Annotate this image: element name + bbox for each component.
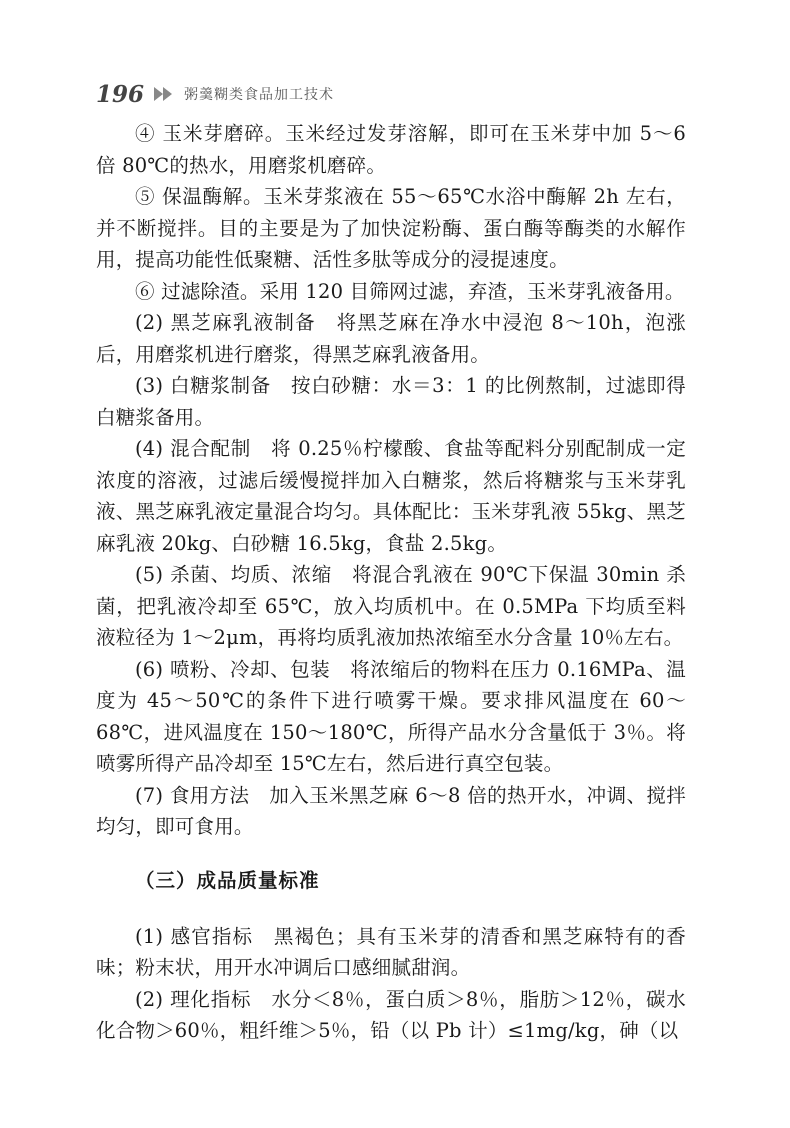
- paragraph: ④ 玉米芽磨碎。玉米经过发芽溶解，即可在玉米芽中加 5～6 倍 80℃的热水，用磨浆机磨碎。: [96, 122, 686, 177]
- paragraph: ⑤ 保温酶解。玉米芽浆液在 55～65℃水浴中酶解 2h 左右，并不断搅拌。目的主要是为了加快淀粉酶、蛋白酶等酶类的水解作用，提高功能性低聚糖、活性多肽等成分的浸提速度。: [96, 185, 686, 271]
- paragraph: (4) 混合配制 将 0.25％柠檬酸、食盐等配料分别配制成一定浓度的溶液，过滤后缓慢搅拌加入白糖浆，然后将糖浆与玉米芽乳液、黑芝麻乳液定量混合均匀。具体配比：玉米芽乳液 55kg、黑芝麻乳液 20kg、白砂糖 16.5kg，食盐 2.5kg。: [96, 437, 686, 555]
- section-heading: （三）成品质量标准: [135, 868, 320, 892]
- book-title: 粥羹糊类食品加工技术: [184, 87, 335, 103]
- paragraph: (2) 理化指标 水分＜8％，蛋白质＞8％，脂肪＞12％，碳水化合物＞60％，粗纤维＞5％，铅（以 Pb 计）≤1mg/kg，砷（以: [96, 987, 686, 1042]
- page-number: 196: [96, 80, 145, 108]
- page-body: [96, 118, 686, 1047]
- paragraph: (5) 杀菌、均质、浓缩 将混合乳液在 90℃下保温 30min 杀菌，把乳液冷却至 65℃，放入均质机中。在 0.5MPa 下均质至料液粒径为 1～2μm，再将均质乳液加热浓缩至水分含量 10％左右。: [96, 563, 686, 649]
- paragraph: (1) 感官指标 黑褐色；具有玉米芽的清香和黑芝麻特有的香味；粉末状，用开水冲调后口感细腻甜润。: [96, 924, 686, 979]
- paragraph: ⑥ 过滤除渣。采用 120 目筛网过滤，弃渣，玉米芽乳液备用。: [135, 279, 685, 303]
- paragraph: (7) 食用方法 加入玉米黑芝麻 6～8 倍的热开水，冲调、搅拌均匀，即可食用。: [96, 783, 686, 838]
- paragraph: (3) 白糖浆制备 按白砂糖：水＝3：1 的比例熬制，过滤即得白糖浆备用。: [96, 374, 686, 429]
- paragraph: (6) 喷粉、冷却、包装 将浓缩后的物料在压力 0.16MPa、温度为 45～50℃的条件下进行喷雾干燥。要求排风温度在 60～68℃，进风温度在 150～180℃，所得产品水分含量低于 3％。将喷雾所得产品冷却至 15℃左右，然后进行真空包装。: [96, 657, 686, 775]
- paragraph: (2) 黑芝麻乳液制备 将黑芝麻在净水中浸泡 8～10h，泡涨后，用磨浆机进行磨浆，得黑芝麻乳液备用。: [96, 311, 686, 366]
- double-arrow-icon: [154, 87, 174, 101]
- page-header: [96, 78, 334, 110]
